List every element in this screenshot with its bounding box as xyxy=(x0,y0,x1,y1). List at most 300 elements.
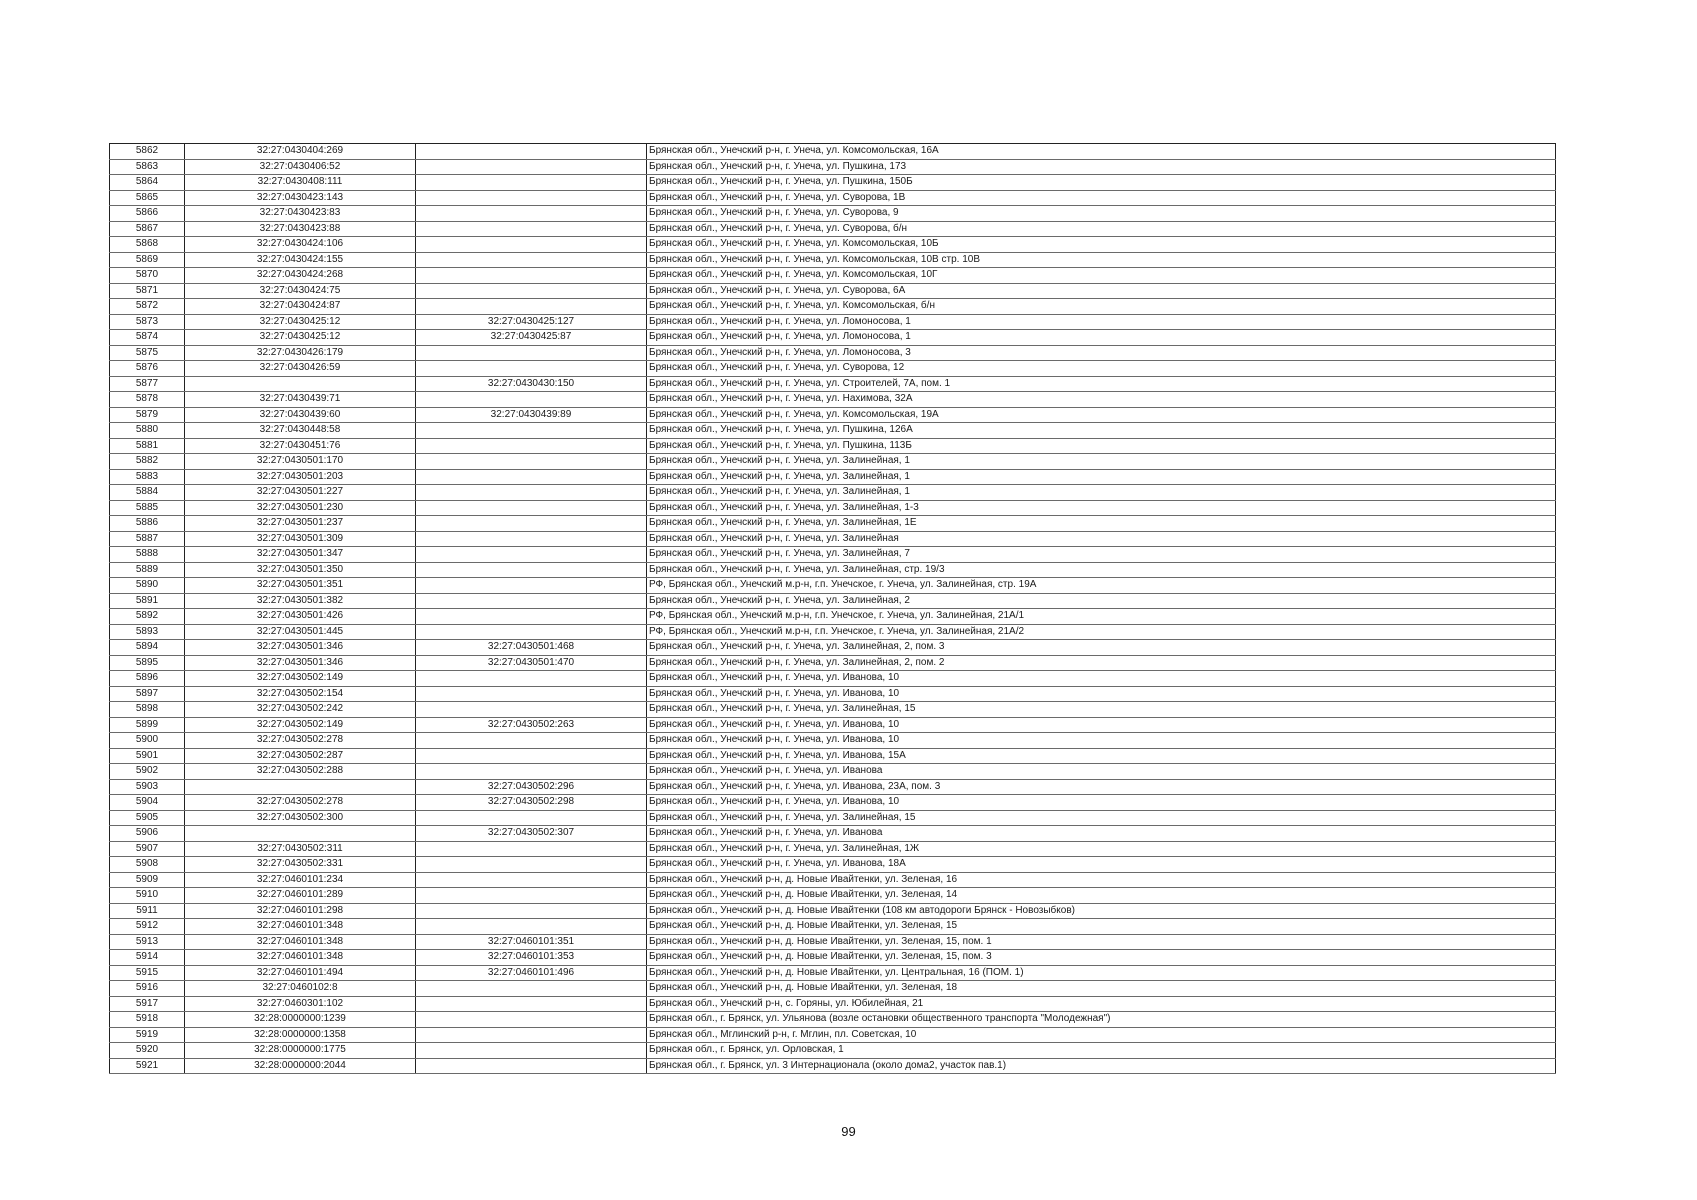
related-cadastral-number-cell xyxy=(416,469,647,485)
table-row xyxy=(110,175,1556,191)
cadastral-number-cell: 32:27:0430501:230 xyxy=(185,500,416,516)
related-cadastral-number-cell: 32:27:0430501:468 xyxy=(416,640,647,656)
address-cell: Брянская обл., Унечский р-н, г. Унеча, ул. Залинейная xyxy=(647,531,1556,547)
related-cadastral-number-cell xyxy=(416,206,647,222)
related-cadastral-number-cell xyxy=(416,1058,647,1074)
table-row xyxy=(110,965,1556,981)
row-number-cell: 5879 xyxy=(110,407,185,423)
cadastral-number-cell: 32:27:0460301:102 xyxy=(185,996,416,1012)
cadastral-number-cell xyxy=(185,779,416,795)
related-cadastral-number-cell xyxy=(416,593,647,609)
cadastral-number-cell: 32:28:0000000:1358 xyxy=(185,1027,416,1043)
related-cadastral-number-cell xyxy=(416,624,647,640)
row-number-cell: 5916 xyxy=(110,981,185,997)
address-cell: Брянская обл., Унечский р-н, г. Унеча, ул. Залинейная, 15 xyxy=(647,702,1556,718)
related-cadastral-number-cell xyxy=(416,175,647,191)
cadastral-number-cell: 32:27:0430502:288 xyxy=(185,764,416,780)
row-number-cell: 5909 xyxy=(110,872,185,888)
table-row xyxy=(110,562,1556,578)
cadastral-number-cell: 32:27:0430501:351 xyxy=(185,578,416,594)
row-number-cell: 5863 xyxy=(110,159,185,175)
row-number-cell: 5878 xyxy=(110,392,185,408)
address-cell: Брянская обл., Унечский р-н, д. Новые Ивайтенки, ул. Зеленая, 16 xyxy=(647,872,1556,888)
table-row xyxy=(110,361,1556,377)
row-number-cell: 5893 xyxy=(110,624,185,640)
row-number-cell: 5862 xyxy=(110,144,185,160)
address-cell: Брянская обл., Унечский р-н, г. Унеча, ул. Ломоносова, 1 xyxy=(647,330,1556,346)
table-row xyxy=(110,531,1556,547)
row-number-cell: 5919 xyxy=(110,1027,185,1043)
cadastral-number-cell: 32:27:0460101:298 xyxy=(185,903,416,919)
table-row xyxy=(110,981,1556,997)
table-row xyxy=(110,810,1556,826)
row-number-cell: 5897 xyxy=(110,686,185,702)
related-cadastral-number-cell: 32:27:0430501:470 xyxy=(416,655,647,671)
table-row xyxy=(110,299,1556,315)
related-cadastral-number-cell: 32:27:0460101:351 xyxy=(416,934,647,950)
address-cell: Брянская обл., г. Брянск, ул. Ульянова (возле остановки общественного транспорта "Молодежная") xyxy=(647,1012,1556,1028)
address-cell: Брянская обл., Унечский р-н, г. Унеча, ул. Комсомольская, 16А xyxy=(647,144,1556,160)
table-row xyxy=(110,888,1556,904)
address-cell: Брянская обл., Унечский р-н, г. Унеча, ул. Ломоносова, 3 xyxy=(647,345,1556,361)
related-cadastral-number-cell xyxy=(416,562,647,578)
related-cadastral-number-cell xyxy=(416,283,647,299)
address-cell: Брянская обл., Унечский р-н, г. Унеча, ул. Суворова, 1В xyxy=(647,190,1556,206)
cadastral-number-cell: 32:28:0000000:2044 xyxy=(185,1058,416,1074)
row-number-cell: 5880 xyxy=(110,423,185,439)
address-cell: Брянская обл., Унечский р-н, г. Унеча, ул. Залинейная, 2, пом. 3 xyxy=(647,640,1556,656)
table-row xyxy=(110,578,1556,594)
cadastral-number-cell: 32:27:0430502:278 xyxy=(185,795,416,811)
row-number-cell: 5896 xyxy=(110,671,185,687)
cadastral-number-cell: 32:27:0460102:8 xyxy=(185,981,416,997)
related-cadastral-number-cell xyxy=(416,810,647,826)
address-cell: Брянская обл., Унечский р-н, г. Унеча, ул. Иванова, 18А xyxy=(647,857,1556,873)
address-cell: Брянская обл., Унечский р-н, г. Унеча, ул. Залинейная, 2 xyxy=(647,593,1556,609)
related-cadastral-number-cell xyxy=(416,903,647,919)
address-cell: Брянская обл., Унечский р-н, г. Унеча, ул. Пушкина, 173 xyxy=(647,159,1556,175)
address-cell: Брянская обл., Унечский р-н, г. Унеча, ул. Залинейная, стр. 19/3 xyxy=(647,562,1556,578)
address-cell: Брянская обл., Мглинский р-н, г. Мглин, пл. Советская, 10 xyxy=(647,1027,1556,1043)
related-cadastral-number-cell xyxy=(416,1012,647,1028)
cadastral-number-cell: 32:27:0430501:382 xyxy=(185,593,416,609)
row-number-cell: 5864 xyxy=(110,175,185,191)
related-cadastral-number-cell xyxy=(416,981,647,997)
cadastral-number-cell: 32:27:0430502:287 xyxy=(185,748,416,764)
cadastral-number-cell: 32:27:0430423:88 xyxy=(185,221,416,237)
cadastral-number-cell: 32:27:0430426:59 xyxy=(185,361,416,377)
related-cadastral-number-cell xyxy=(416,345,647,361)
related-cadastral-number-cell xyxy=(416,438,647,454)
row-number-cell: 5901 xyxy=(110,748,185,764)
cadastral-number-cell: 32:27:0430502:149 xyxy=(185,717,416,733)
cadastral-number-cell: 32:27:0430406:52 xyxy=(185,159,416,175)
cadastral-number-cell: 32:27:0430448:58 xyxy=(185,423,416,439)
related-cadastral-number-cell xyxy=(416,252,647,268)
address-cell: Брянская обл., Унечский р-н, г. Унеча, ул. Залинейная, 1-3 xyxy=(647,500,1556,516)
table-row xyxy=(110,903,1556,919)
address-cell: Брянская обл., Унечский р-н, д. Новые Ивайтенки, ул. Зеленая, 15, пом. 1 xyxy=(647,934,1556,950)
table-row xyxy=(110,640,1556,656)
row-number-cell: 5888 xyxy=(110,547,185,563)
cadastral-number-cell: 32:27:0430424:268 xyxy=(185,268,416,284)
cadastral-number-cell: 32:27:0430424:75 xyxy=(185,283,416,299)
row-number-cell: 5886 xyxy=(110,516,185,532)
cadastral-number-cell: 32:27:0460101:348 xyxy=(185,919,416,935)
address-cell: Брянская обл., г. Брянск, ул. Орловская, 1 xyxy=(647,1043,1556,1059)
row-number-cell: 5883 xyxy=(110,469,185,485)
related-cadastral-number-cell: 32:27:0430425:87 xyxy=(416,330,647,346)
table-row xyxy=(110,376,1556,392)
cadastral-number-cell: 32:27:0430404:269 xyxy=(185,144,416,160)
cadastral-number-cell: 32:27:0430424:106 xyxy=(185,237,416,253)
related-cadastral-number-cell xyxy=(416,392,647,408)
table-row xyxy=(110,857,1556,873)
cadastral-number-cell: 32:27:0430502:300 xyxy=(185,810,416,826)
related-cadastral-number-cell: 32:27:0430502:263 xyxy=(416,717,647,733)
registry-table-body xyxy=(110,144,1556,1074)
row-number-cell: 5881 xyxy=(110,438,185,454)
row-number-cell: 5884 xyxy=(110,485,185,501)
related-cadastral-number-cell xyxy=(416,764,647,780)
table-row xyxy=(110,438,1556,454)
address-cell: Брянская обл., Унечский р-н, г. Унеча, ул. Пушкина, 150Б xyxy=(647,175,1556,191)
address-cell: Брянская обл., Унечский р-н, г. Унеча, ул. Залинейная, 1Е xyxy=(647,516,1556,532)
address-cell: Брянская обл., Унечский р-н, д. Новые Ивайтенки (108 км автодороги Брянск - Новозыбков) xyxy=(647,903,1556,919)
row-number-cell: 5872 xyxy=(110,299,185,315)
table-row xyxy=(110,500,1556,516)
cadastral-number-cell: 32:27:0430423:83 xyxy=(185,206,416,222)
row-number-cell: 5895 xyxy=(110,655,185,671)
table-row xyxy=(110,795,1556,811)
cadastral-number-cell: 32:27:0430501:347 xyxy=(185,547,416,563)
related-cadastral-number-cell xyxy=(416,609,647,625)
table-row xyxy=(110,1012,1556,1028)
address-cell: Брянская обл., Унечский р-н, д. Новые Ивайтенки, ул. Зеленая, 15 xyxy=(647,919,1556,935)
table-row xyxy=(110,345,1556,361)
related-cadastral-number-cell: 32:27:0430425:127 xyxy=(416,314,647,330)
related-cadastral-number-cell xyxy=(416,671,647,687)
address-cell: Брянская обл., г. Брянск, ул. 3 Интернационала (около дома2, участок пав.1) xyxy=(647,1058,1556,1074)
cadastral-number-cell: 32:27:0430502:154 xyxy=(185,686,416,702)
related-cadastral-number-cell xyxy=(416,500,647,516)
related-cadastral-number-cell xyxy=(416,190,647,206)
related-cadastral-number-cell xyxy=(416,144,647,160)
address-cell: Брянская обл., Унечский р-н, г. Унеча, ул. Иванова xyxy=(647,826,1556,842)
cadastral-number-cell: 32:27:0430424:87 xyxy=(185,299,416,315)
related-cadastral-number-cell: 32:27:0430502:296 xyxy=(416,779,647,795)
address-cell: Брянская обл., Унечский р-н, г. Унеча, ул. Суворова, б/н xyxy=(647,221,1556,237)
row-number-cell: 5912 xyxy=(110,919,185,935)
cadastral-number-cell: 32:27:0430502:278 xyxy=(185,733,416,749)
row-number-cell: 5915 xyxy=(110,965,185,981)
cadastral-number-cell: 32:27:0430501:203 xyxy=(185,469,416,485)
table-row xyxy=(110,717,1556,733)
cadastral-number-cell: 32:27:0460101:348 xyxy=(185,934,416,950)
related-cadastral-number-cell xyxy=(416,299,647,315)
table-row xyxy=(110,764,1556,780)
address-cell: Брянская обл., Унечский р-н, д. Новые Ивайтенки, ул. Центральная, 16 (ПОМ. 1) xyxy=(647,965,1556,981)
row-number-cell: 5865 xyxy=(110,190,185,206)
row-number-cell: 5908 xyxy=(110,857,185,873)
row-number-cell: 5876 xyxy=(110,361,185,377)
table-row xyxy=(110,593,1556,609)
address-cell: РФ, Брянская обл., Унечский м.р-н, г.п. Унечское, г. Унеча, ул. Залинейная, 21А/2 xyxy=(647,624,1556,640)
table-row xyxy=(110,702,1556,718)
cadastral-number-cell: 32:27:0430451:76 xyxy=(185,438,416,454)
address-cell: Брянская обл., Унечский р-н, г. Унеча, ул. Залинейная, 1 xyxy=(647,485,1556,501)
address-cell: Брянская обл., Унечский р-н, г. Унеча, ул. Суворова, 6А xyxy=(647,283,1556,299)
address-cell: Брянская обл., Унечский р-н, г. Унеча, ул. Иванова, 23А, пом. 3 xyxy=(647,779,1556,795)
related-cadastral-number-cell xyxy=(416,268,647,284)
address-cell: Брянская обл., Унечский р-н, д. Новые Ивайтенки, ул. Зеленая, 15, пом. 3 xyxy=(647,950,1556,966)
related-cadastral-number-cell xyxy=(416,531,647,547)
table-row xyxy=(110,237,1556,253)
row-number-cell: 5910 xyxy=(110,888,185,904)
row-number-cell: 5867 xyxy=(110,221,185,237)
related-cadastral-number-cell xyxy=(416,888,647,904)
related-cadastral-number-cell xyxy=(416,516,647,532)
related-cadastral-number-cell: 32:27:0430502:298 xyxy=(416,795,647,811)
cadastral-number-cell: 32:27:0430408:111 xyxy=(185,175,416,191)
row-number-cell: 5914 xyxy=(110,950,185,966)
table-row xyxy=(110,423,1556,439)
related-cadastral-number-cell xyxy=(416,1043,647,1059)
table-row xyxy=(110,268,1556,284)
table-row xyxy=(110,144,1556,160)
cadastral-number-cell xyxy=(185,826,416,842)
row-number-cell: 5899 xyxy=(110,717,185,733)
table-row xyxy=(110,1058,1556,1074)
table-row xyxy=(110,655,1556,671)
related-cadastral-number-cell xyxy=(416,1027,647,1043)
row-number-cell: 5877 xyxy=(110,376,185,392)
related-cadastral-number-cell: 32:27:0460101:496 xyxy=(416,965,647,981)
cadastral-number-cell: 32:27:0430501:170 xyxy=(185,454,416,470)
table-row xyxy=(110,779,1556,795)
related-cadastral-number-cell xyxy=(416,702,647,718)
cadastral-number-cell: 32:27:0430426:179 xyxy=(185,345,416,361)
table-row xyxy=(110,934,1556,950)
table-row xyxy=(110,392,1556,408)
cadastral-number-cell: 32:28:0000000:1239 xyxy=(185,1012,416,1028)
related-cadastral-number-cell: 32:27:0430502:307 xyxy=(416,826,647,842)
related-cadastral-number-cell xyxy=(416,578,647,594)
address-cell: Брянская обл., Унечский р-н, с. Горяны, ул. Юбилейная, 21 xyxy=(647,996,1556,1012)
table-row xyxy=(110,221,1556,237)
table-row xyxy=(110,1043,1556,1059)
table-row xyxy=(110,190,1556,206)
address-cell: Брянская обл., Унечский р-н, г. Унеча, ул. Залинейная, 1 xyxy=(647,469,1556,485)
row-number-cell: 5918 xyxy=(110,1012,185,1028)
row-number-cell: 5889 xyxy=(110,562,185,578)
related-cadastral-number-cell xyxy=(416,872,647,888)
table-row xyxy=(110,206,1556,222)
registry-table xyxy=(109,143,1556,1074)
related-cadastral-number-cell xyxy=(416,361,647,377)
related-cadastral-number-cell xyxy=(416,159,647,175)
table-row xyxy=(110,609,1556,625)
table-row xyxy=(110,314,1556,330)
address-cell: Брянская обл., Унечский р-н, г. Унеча, ул. Залинейная, 7 xyxy=(647,547,1556,563)
cadastral-number-cell: 32:27:0460101:348 xyxy=(185,950,416,966)
address-cell: Брянская обл., Унечский р-н, г. Унеча, ул. Иванова, 10 xyxy=(647,671,1556,687)
row-number-cell: 5875 xyxy=(110,345,185,361)
address-cell: Брянская обл., Унечский р-н, г. Унеча, ул. Иванова xyxy=(647,764,1556,780)
table-row xyxy=(110,547,1556,563)
address-cell: Брянская обл., Унечский р-н, г. Унеча, ул. Нахимова, 32А xyxy=(647,392,1556,408)
table-row xyxy=(110,872,1556,888)
row-number-cell: 5911 xyxy=(110,903,185,919)
cadastral-number-cell: 32:27:0430502:242 xyxy=(185,702,416,718)
row-number-cell: 5903 xyxy=(110,779,185,795)
row-number-cell: 5887 xyxy=(110,531,185,547)
cadastral-number-cell: 32:27:0430423:143 xyxy=(185,190,416,206)
related-cadastral-number-cell: 32:27:0430430:150 xyxy=(416,376,647,392)
table-row xyxy=(110,1027,1556,1043)
table-row xyxy=(110,469,1556,485)
row-number-cell: 5913 xyxy=(110,934,185,950)
address-cell: РФ, Брянская обл., Унечский м.р-н, г.п. Унечское, г. Унеча, ул. Залинейная, стр. 19А xyxy=(647,578,1556,594)
cadastral-number-cell: 32:27:0430501:227 xyxy=(185,485,416,501)
row-number-cell: 5869 xyxy=(110,252,185,268)
related-cadastral-number-cell xyxy=(416,454,647,470)
row-number-cell: 5902 xyxy=(110,764,185,780)
cadastral-number-cell: 32:27:0430502:331 xyxy=(185,857,416,873)
related-cadastral-number-cell: 32:27:0430439:89 xyxy=(416,407,647,423)
table-row xyxy=(110,516,1556,532)
table-row xyxy=(110,841,1556,857)
related-cadastral-number-cell xyxy=(416,547,647,563)
row-number-cell: 5920 xyxy=(110,1043,185,1059)
cadastral-number-cell: 32:27:0430502:149 xyxy=(185,671,416,687)
row-number-cell: 5907 xyxy=(110,841,185,857)
cadastral-number-cell: 32:27:0430501:237 xyxy=(185,516,416,532)
row-number-cell: 5871 xyxy=(110,283,185,299)
row-number-cell: 5904 xyxy=(110,795,185,811)
table-row xyxy=(110,407,1556,423)
related-cadastral-number-cell xyxy=(416,221,647,237)
cadastral-number-cell: 32:27:0460101:234 xyxy=(185,872,416,888)
related-cadastral-number-cell xyxy=(416,919,647,935)
table-row xyxy=(110,826,1556,842)
table-row xyxy=(110,454,1556,470)
address-cell: Брянская обл., Унечский р-н, г. Унеча, ул. Иванова, 10 xyxy=(647,795,1556,811)
row-number-cell: 5874 xyxy=(110,330,185,346)
cadastral-number-cell: 32:27:0430424:155 xyxy=(185,252,416,268)
related-cadastral-number-cell: 32:27:0460101:353 xyxy=(416,950,647,966)
cadastral-number-cell: 32:27:0430501:346 xyxy=(185,655,416,671)
address-cell: Брянская обл., Унечский р-н, г. Унеча, ул. Комсомольская, 10Б xyxy=(647,237,1556,253)
address-cell: Брянская обл., Унечский р-н, г. Унеча, ул. Залинейная, 15 xyxy=(647,810,1556,826)
cadastral-number-cell: 32:27:0430501:309 xyxy=(185,531,416,547)
row-number-cell: 5866 xyxy=(110,206,185,222)
page-number: 99 xyxy=(841,1124,856,1139)
table-row xyxy=(110,485,1556,501)
row-number-cell: 5882 xyxy=(110,454,185,470)
table-row xyxy=(110,733,1556,749)
address-cell: Брянская обл., Унечский р-н, г. Унеча, ул. Суворова, 9 xyxy=(647,206,1556,222)
address-cell: Брянская обл., Унечский р-н, г. Унеча, ул. Ломоносова, 1 xyxy=(647,314,1556,330)
related-cadastral-number-cell xyxy=(416,857,647,873)
table-row xyxy=(110,748,1556,764)
address-cell: Брянская обл., Унечский р-н, г. Унеча, ул. Залинейная, 1 xyxy=(647,454,1556,470)
address-cell: Брянская обл., Унечский р-н, г. Унеча, ул. Пушкина, 126А xyxy=(647,423,1556,439)
table-row xyxy=(110,252,1556,268)
cadastral-number-cell: 32:27:0430501:426 xyxy=(185,609,416,625)
address-cell: Брянская обл., Унечский р-н, г. Унеча, ул. Комсомольская, 19А xyxy=(647,407,1556,423)
row-number-cell: 5892 xyxy=(110,609,185,625)
related-cadastral-number-cell xyxy=(416,686,647,702)
cadastral-number-cell: 32:27:0430439:60 xyxy=(185,407,416,423)
row-number-cell: 5900 xyxy=(110,733,185,749)
table-row xyxy=(110,159,1556,175)
table-row xyxy=(110,283,1556,299)
address-cell: Брянская обл., Унечский р-н, г. Унеча, ул. Иванова, 10 xyxy=(647,733,1556,749)
row-number-cell: 5870 xyxy=(110,268,185,284)
row-number-cell: 5885 xyxy=(110,500,185,516)
related-cadastral-number-cell xyxy=(416,485,647,501)
related-cadastral-number-cell xyxy=(416,996,647,1012)
cadastral-number-cell: 32:27:0460101:289 xyxy=(185,888,416,904)
cadastral-number-cell: 32:27:0460101:494 xyxy=(185,965,416,981)
row-number-cell: 5917 xyxy=(110,996,185,1012)
row-number-cell: 5891 xyxy=(110,593,185,609)
address-cell: РФ, Брянская обл., Унечский м.р-н, г.п. Унечское, г. Унеча, ул. Залинейная, 21А/1 xyxy=(647,609,1556,625)
address-cell: Брянская обл., Унечский р-н, г. Унеча, ул. Залинейная, 2, пом. 2 xyxy=(647,655,1556,671)
address-cell: Брянская обл., Унечский р-н, г. Унеча, ул. Иванова, 10 xyxy=(647,686,1556,702)
table-row xyxy=(110,330,1556,346)
related-cadastral-number-cell xyxy=(416,423,647,439)
cadastral-number-cell: 32:27:0430501:350 xyxy=(185,562,416,578)
related-cadastral-number-cell xyxy=(416,841,647,857)
address-cell: Брянская обл., Унечский р-н, г. Унеча, ул. Залинейная, 1Ж xyxy=(647,841,1556,857)
address-cell: Брянская обл., Унечский р-н, д. Новые Ивайтенки, ул. Зеленая, 18 xyxy=(647,981,1556,997)
related-cadastral-number-cell xyxy=(416,237,647,253)
address-cell: Брянская обл., Унечский р-н, г. Унеча, ул. Пушкина, 113Б xyxy=(647,438,1556,454)
address-cell: Брянская обл., Унечский р-н, г. Унеча, ул. Комсомольская, 10Г xyxy=(647,268,1556,284)
related-cadastral-number-cell xyxy=(416,733,647,749)
address-cell: Брянская обл., Унечский р-н, г. Унеча, ул. Суворова, 12 xyxy=(647,361,1556,377)
table-row xyxy=(110,671,1556,687)
row-number-cell: 5894 xyxy=(110,640,185,656)
row-number-cell: 5868 xyxy=(110,237,185,253)
cadastral-number-cell: 32:27:0430439:71 xyxy=(185,392,416,408)
related-cadastral-number-cell xyxy=(416,748,647,764)
cadastral-number-cell: 32:27:0430425:12 xyxy=(185,330,416,346)
address-cell: Брянская обл., Унечский р-н, д. Новые Ивайтенки, ул. Зеленая, 14 xyxy=(647,888,1556,904)
row-number-cell: 5898 xyxy=(110,702,185,718)
row-number-cell: 5873 xyxy=(110,314,185,330)
table-row xyxy=(110,624,1556,640)
table-row xyxy=(110,950,1556,966)
address-cell: Брянская обл., Унечский р-н, г. Унеча, ул. Строителей, 7А, пом. 1 xyxy=(647,376,1556,392)
cadastral-number-cell xyxy=(185,376,416,392)
table-row xyxy=(110,996,1556,1012)
address-cell: Брянская обл., Унечский р-н, г. Унеча, ул. Комсомольская, б/н xyxy=(647,299,1556,315)
row-number-cell: 5905 xyxy=(110,810,185,826)
cadastral-number-cell: 32:27:0430425:12 xyxy=(185,314,416,330)
row-number-cell: 5890 xyxy=(110,578,185,594)
address-cell: Брянская обл., Унечский р-н, г. Унеча, ул. Комсомольская, 10В стр. 10В xyxy=(647,252,1556,268)
table-row xyxy=(110,919,1556,935)
address-cell: Брянская обл., Унечский р-н, г. Унеча, ул. Иванова, 10 xyxy=(647,717,1556,733)
row-number-cell: 5921 xyxy=(110,1058,185,1074)
address-cell: Брянская обл., Унечский р-н, г. Унеча, ул. Иванова, 15А xyxy=(647,748,1556,764)
cadastral-number-cell: 32:28:0000000:1775 xyxy=(185,1043,416,1059)
row-number-cell: 5906 xyxy=(110,826,185,842)
cadastral-number-cell: 32:27:0430502:311 xyxy=(185,841,416,857)
